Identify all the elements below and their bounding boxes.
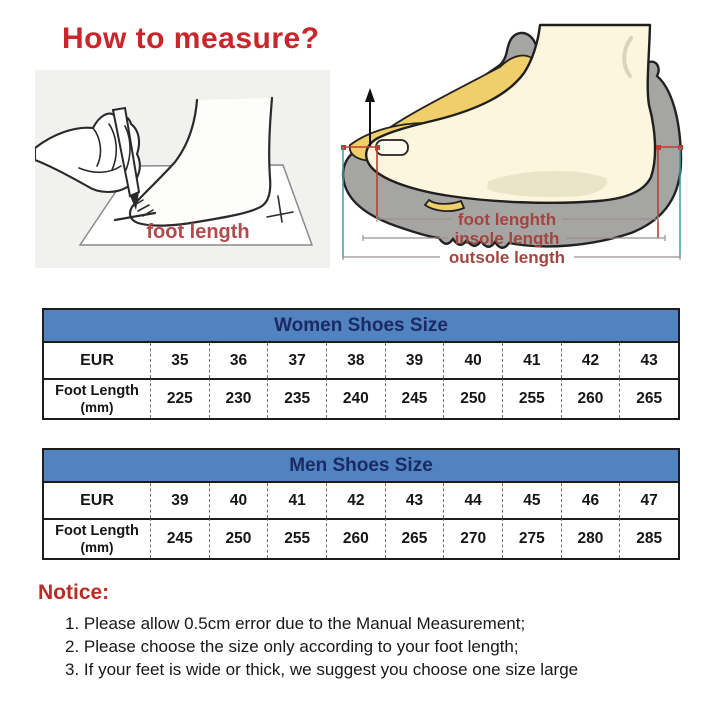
men-size-table: [42, 448, 680, 560]
row-header-foot-length: [44, 378, 150, 418]
notice-section: [38, 581, 683, 681]
length-cell: 245: [150, 518, 209, 558]
size-cell: 46: [561, 483, 620, 518]
shoe-cross-section-illustration: [340, 5, 710, 275]
foot-length-label-line2: (mm): [80, 399, 114, 415]
size-cell: 39: [385, 343, 444, 378]
length-cell: 260: [326, 518, 385, 558]
men-table-grid: [44, 483, 678, 558]
shoe-cross-section-drawing: [340, 5, 710, 275]
size-cell: 45: [502, 483, 561, 518]
notice-heading: Notice:: [38, 581, 110, 604]
notice-item-1: 1. Please allow 0.5cm error due to the Manual Measurement;: [65, 614, 526, 633]
length-cell: 275: [502, 518, 561, 558]
length-cell: 285: [619, 518, 678, 558]
size-cell: 42: [326, 483, 385, 518]
row-header-eur: EUR: [80, 351, 114, 369]
size-cell: 43: [619, 343, 678, 378]
length-cell: 240: [326, 378, 385, 418]
women-size-table: [42, 308, 680, 420]
size-cell: 39: [150, 483, 209, 518]
size-cell: 40: [443, 343, 502, 378]
women-table-grid: [44, 343, 678, 418]
length-cell: 230: [209, 378, 268, 418]
length-cell: 250: [209, 518, 268, 558]
length-cell: 265: [385, 518, 444, 558]
size-cell: 42: [561, 343, 620, 378]
length-cell: 235: [267, 378, 326, 418]
foot-tracing-drawing: [35, 70, 330, 268]
insole-length-dim-label: insole length: [454, 229, 560, 248]
size-cell: 41: [267, 483, 326, 518]
length-cell: 255: [502, 378, 561, 418]
length-cell: 260: [561, 378, 620, 418]
length-cell: 280: [561, 518, 620, 558]
size-cell: 38: [326, 343, 385, 378]
foot-length-label-line1: Foot Length: [55, 522, 139, 539]
outsole-length-dim-label: outsole length: [448, 248, 566, 267]
length-cell: 265: [619, 378, 678, 418]
size-cell: 36: [209, 343, 268, 378]
length-cell: 225: [150, 378, 209, 418]
up-arrow-icon: [365, 88, 375, 102]
size-cell: 41: [502, 343, 561, 378]
size-cell: 44: [443, 483, 502, 518]
foot-length-caption: foot length: [146, 221, 250, 243]
size-cell: 47: [619, 483, 678, 518]
page-title: How to measure?: [62, 22, 320, 55]
size-cell: 43: [385, 483, 444, 518]
notice-item-3: 3. If your feet is wide or thick, we suggest you choose one size large: [65, 660, 579, 679]
size-cell: 40: [209, 483, 268, 518]
length-cell: 270: [443, 518, 502, 558]
foot-length-dim-label: foot lenghth: [457, 210, 557, 229]
foot-measuring-illustration: [35, 70, 330, 268]
men-table-title: Men Shoes Size: [44, 450, 678, 483]
foot-outline: [130, 98, 272, 226]
women-table-title: Women Shoes Size: [44, 310, 678, 343]
row-header-eur: EUR: [80, 491, 114, 509]
foot-length-label-line1: Foot Length: [55, 382, 139, 399]
row-header-foot-length: [44, 518, 150, 558]
size-cell: 35: [150, 343, 209, 378]
size-cell: 37: [267, 343, 326, 378]
toenail: [376, 140, 408, 155]
notice-item-2: 2. Please choose the size only according to your foot length;: [65, 637, 519, 656]
length-cell: 245: [385, 378, 444, 418]
length-cell: 255: [267, 518, 326, 558]
length-cell: 250: [443, 378, 502, 418]
foot-length-label-line2: (mm): [80, 539, 114, 555]
